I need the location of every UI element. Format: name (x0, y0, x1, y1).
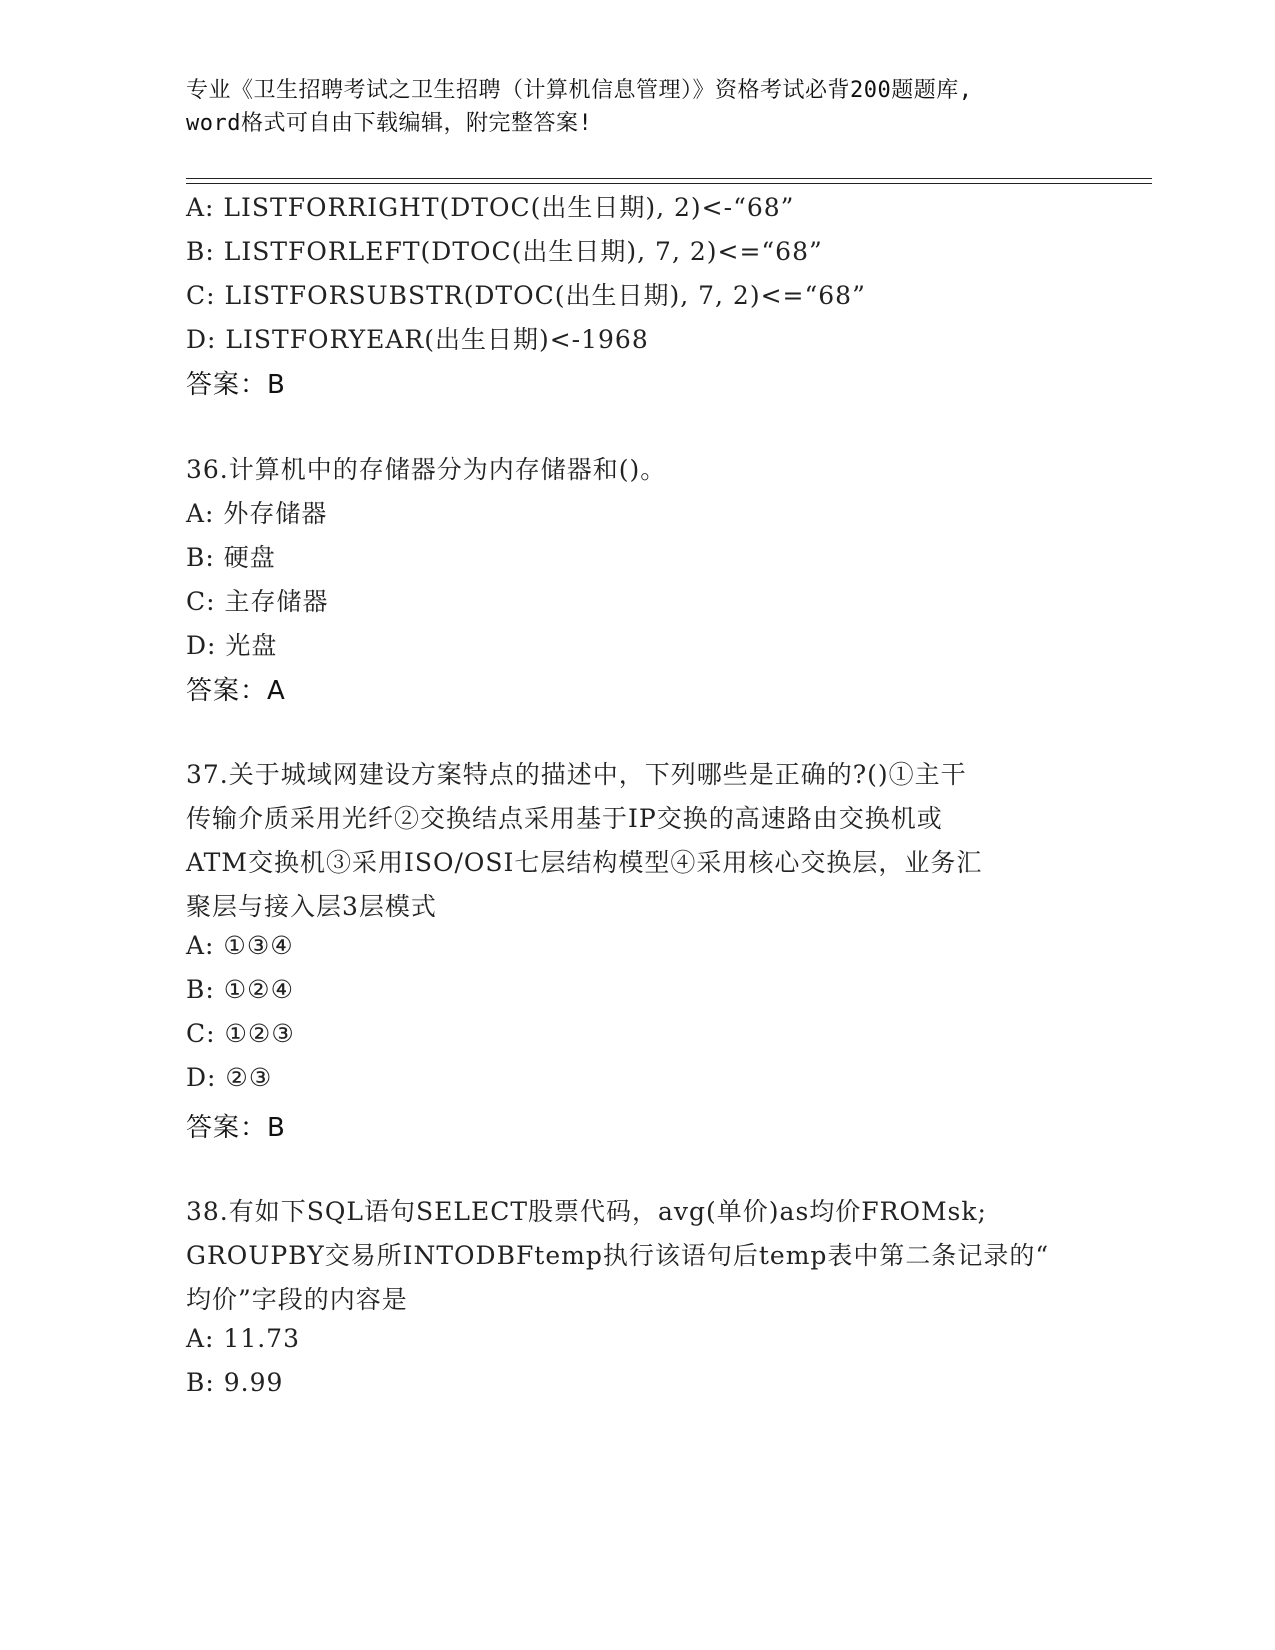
q37-stem-line-3: ATM交换机③采用ISO/OSI七层结构模型④采用核心交换层，业务汇 (186, 848, 983, 877)
q36-answer: 答案：A (186, 676, 286, 706)
q38-option-a: A: 11.73 (186, 1324, 300, 1353)
q36-option-b: B: 硬盘 (186, 543, 276, 572)
header-title-line-1: 专业《卫生招聘考试之卫生招聘（计算机信息管理）》资格考试必背200题题库, (186, 78, 973, 103)
q37-answer: 答案：B (186, 1113, 286, 1143)
document-header (186, 74, 1086, 140)
q35-option-d: D: LISTFORYEAR(出生日期)<-1968 (186, 325, 649, 354)
header-divider-top (186, 178, 1152, 179)
q35-option-c: C: LISTFORSUBSTR(DTOC(出生日期), 7, 2)<=“68” (186, 281, 866, 310)
q35-option-a: A: LISTFORRIGHT(DTOC(出生日期), 2)<-“68” (186, 193, 795, 222)
q38-stem-line-1: 38.有如下SQL语句SELECT股票代码，avg(单价)as均价FROMsk; (186, 1197, 987, 1226)
q36-stem: 36.计算机中的存储器分为内存储器和()。 (186, 455, 667, 484)
q37-stem-line-1: 37.关于城域网建设方案特点的描述中，下列哪些是正确的?()①主干 (186, 760, 967, 789)
q35-answer: 答案：B (186, 370, 286, 400)
q37-option-d: D: ②③ (186, 1063, 273, 1092)
q37-stem-line-4: 聚层与接入层3层模式 (186, 892, 437, 921)
q37-option-c: C: ①②③ (186, 1019, 295, 1048)
q36-option-c: C: 主存储器 (186, 587, 329, 616)
q37-option-a: A: ①③④ (186, 931, 294, 960)
q37-stem-line-2: 传输介质采用光纤②交换结点采用基于IP交换的高速路由交换机或 (186, 804, 943, 833)
q38-stem-line-3: 均价”字段的内容是 (186, 1285, 408, 1314)
q36-option-d: D: 光盘 (186, 631, 278, 660)
q38-stem-line-2: GROUPBY交易所INTODBFtemp执行该语句后temp表中第二条记录的“ (186, 1241, 1050, 1270)
header-divider-bottom (186, 183, 1152, 184)
q36-option-a: A: 外存储器 (186, 499, 328, 528)
header-title-line-2: word格式可自由下载编辑，附完整答案! (186, 111, 593, 136)
q38-option-b: B: 9.99 (186, 1368, 284, 1397)
q35-option-b: B: LISTFORLEFT(DTOC(出生日期), 7, 2)<=“68” (186, 237, 823, 266)
q37-option-b: B: ①②④ (186, 975, 294, 1004)
